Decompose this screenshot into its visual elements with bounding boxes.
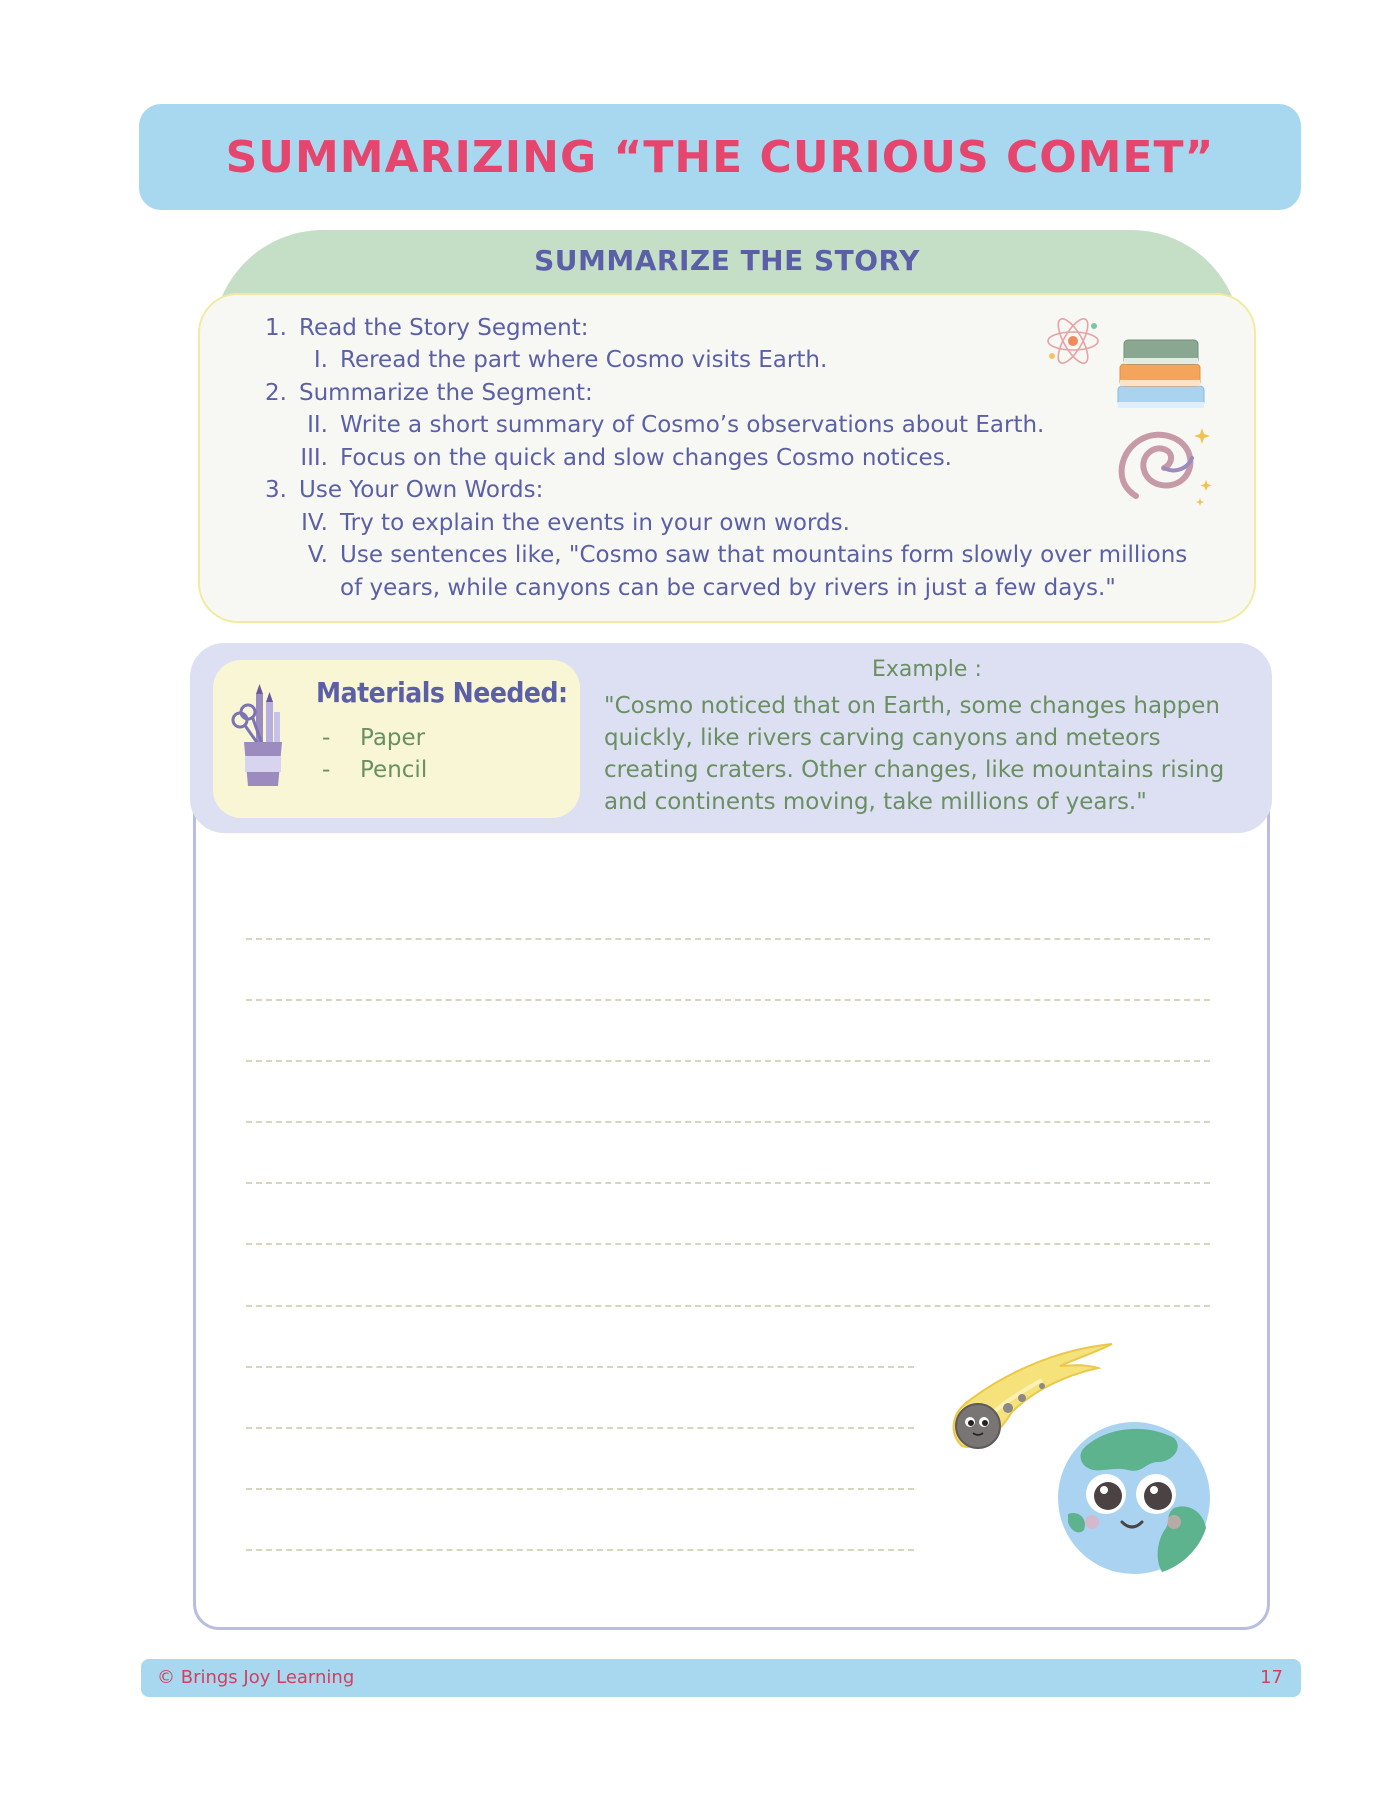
material-item: - Paper	[322, 725, 426, 751]
item-text: Read the Story Segment:	[299, 315, 589, 341]
example-label: Example :	[872, 657, 982, 682]
footer	[141, 1659, 1301, 1697]
item-text: Focus on the quick and slow changes Cosmo notices.	[340, 445, 952, 471]
instruction-item	[265, 475, 544, 505]
writing-line[interactable]	[246, 1243, 1210, 1245]
item-text: Use Your Own Words:	[299, 477, 544, 503]
atom-icon	[1044, 312, 1102, 370]
item-number: II.	[307, 412, 328, 438]
section-heading: SUMMARIZE THE STORY	[534, 244, 920, 277]
item-text: Try to explain the events in your own words.	[340, 510, 850, 536]
writing-line[interactable]	[246, 1305, 1210, 1307]
instruction-subitem	[313, 345, 828, 375]
page-number: 17	[1260, 1667, 1283, 1688]
item-number: 3.	[265, 477, 287, 503]
instruction-subitem	[300, 443, 952, 473]
item-number: IV.	[301, 510, 328, 536]
item-number: 1.	[265, 315, 287, 341]
item-text: of years, while canyons can be carved by rivers in just a few days."	[340, 575, 1116, 601]
example-text-line: "Cosmo noticed that on Earth, some changes happen	[604, 693, 1220, 719]
writing-line[interactable]	[246, 1549, 914, 1551]
instruction-subitem	[301, 508, 850, 538]
instruction-subitem	[307, 410, 1045, 440]
title-banner	[139, 104, 1301, 210]
material-item: - Pencil	[322, 757, 428, 783]
item-text: Write a short summary of Cosmo’s observations about Earth.	[340, 412, 1045, 438]
books-icon	[1110, 328, 1210, 414]
writing-line[interactable]	[246, 1121, 1210, 1123]
page-title: SUMMARIZING “THE CURIOUS COMET”	[225, 131, 1215, 183]
instruction-item	[265, 378, 593, 408]
instruction-continuation	[340, 573, 1116, 603]
example-text-line: and continents moving, take millions of years."	[604, 789, 1147, 815]
instruction-item	[265, 313, 589, 343]
materials-title: Materials Needed:	[316, 676, 568, 709]
item-number: III.	[300, 445, 328, 471]
item-text: Summarize the Segment:	[299, 380, 593, 406]
item-text: Reread the part where Cosmo visits Earth.	[340, 347, 828, 373]
writing-line[interactable]	[246, 1427, 914, 1429]
example-text-line: quickly, like rivers carving canyons and meteors	[604, 725, 1161, 751]
earth-icon	[1054, 1418, 1214, 1578]
copyright-text: © Brings Joy Learning	[157, 1667, 355, 1688]
writing-line[interactable]	[246, 1366, 914, 1368]
item-number: I.	[313, 347, 328, 373]
item-text: Use sentences like, "Cosmo saw that mountains form slowly over millions	[340, 542, 1188, 568]
item-number: V.	[307, 542, 328, 568]
writing-line[interactable]	[246, 1060, 1210, 1062]
writing-line[interactable]	[246, 938, 1210, 940]
galaxy-icon	[1112, 424, 1216, 510]
example-text-line: creating craters. Other changes, like mountains rising	[604, 757, 1225, 783]
instruction-subitem	[307, 540, 1188, 570]
item-number: 2.	[265, 380, 287, 406]
writing-line[interactable]	[246, 999, 1210, 1001]
writing-line[interactable]	[246, 1182, 1210, 1184]
pencil-cup-icon	[226, 682, 298, 792]
writing-line[interactable]	[246, 1488, 914, 1490]
